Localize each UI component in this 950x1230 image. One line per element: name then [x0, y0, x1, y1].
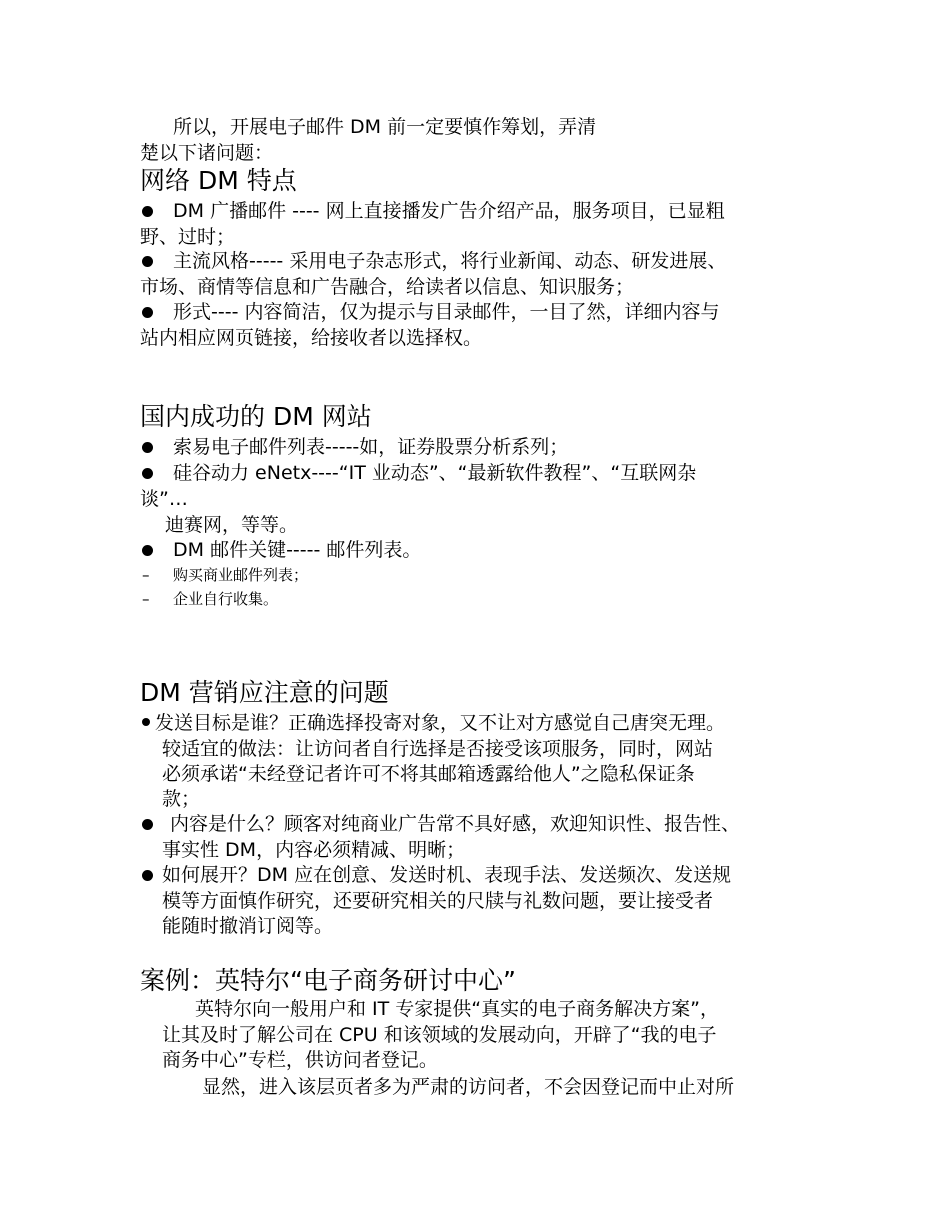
- s1-bullet-1-line-1: DM 广播邮件 ---- 网上直接播发广告介绍产品，服务项目，已显粗: [173, 200, 725, 222]
- s4-paragraph-1-line-3: 商务中心”专栏，供访问者登记。: [162, 1049, 438, 1071]
- bullet-icon: [142, 819, 153, 830]
- s3-bullet-2-line-2: 事实性 DM，内容必须精减、明晰；: [162, 839, 466, 861]
- s3-bullet-1-line-4: 款；: [162, 788, 201, 810]
- s2-bullet-1: 索易电子邮件列表-----如，证券股票分析系列；: [173, 436, 569, 458]
- s2-sub-item-2: 企业自行收集。: [173, 590, 279, 608]
- bullet-icon: [142, 468, 153, 479]
- s2-bullet-3: DM 邮件关键----- 邮件列表。: [173, 539, 422, 561]
- s4-paragraph-2-line-1: 显然，进入该层页者多为严肃的访问者，不会因登记而中止对所: [202, 1076, 735, 1098]
- section-heading-domestic-dm-sites: 国内成功的 DM 网站: [140, 402, 372, 431]
- bullet-icon: [142, 206, 153, 217]
- s3-bullet-1-line-1: 发送目标是谁？正确选择投寄对象，又不让对方感觉自己唐突无理。: [155, 712, 726, 734]
- bullet-icon: [142, 256, 153, 267]
- bullet-icon: [142, 870, 153, 881]
- s1-bullet-2-line-1: 主流风格----- 采用电子杂志形式，将行业新闻、动态、研发进展、: [173, 250, 727, 272]
- intro-line-1: 所以，开展电子邮件 DM 前一定要慎作筹划，弄清: [173, 116, 597, 138]
- section-heading-dm-features: 网络 DM 特点: [140, 166, 297, 195]
- s3-bullet-3-line-3: 能随时撤消订阅等。: [162, 915, 334, 937]
- s2-bullet-2-line-3: 迪赛网，等等。: [165, 514, 299, 536]
- s1-bullet-2-line-2: 市场、商情等信息和广告融合，给读者以信息、知识服务；: [140, 276, 635, 298]
- s1-bullet-3-line-2: 站内相应网页链接，给接收者以选择权。: [140, 327, 483, 349]
- s4-paragraph-1-line-1: 英特尔向一般用户和 IT 专家提供“真实的电子商务解决方案”，: [195, 998, 719, 1020]
- dash-icon: –: [142, 566, 150, 584]
- intro-line-2: 楚以下诸问题：: [140, 142, 274, 164]
- section-heading-intel-case: 案例：英特尔“电子商务研讨中心”: [140, 966, 516, 995]
- s3-bullet-3-line-2: 模等方面慎作研究，还要研究相关的尺牍与礼数问题，要让接受者: [162, 890, 714, 912]
- bullet-icon: [142, 307, 153, 318]
- s1-bullet-3-line-1: 形式---- 内容简洁，仅为提示与目录邮件，一目了然，详细内容与: [173, 301, 720, 323]
- section-heading-dm-marketing-issues: DM 营销应注意的问题: [140, 678, 389, 707]
- s3-bullet-2-line-1: 内容是什么？顾客对纯商业广告常不具好感，欢迎知识性、报告性、: [170, 813, 741, 835]
- bullet-icon: [142, 442, 153, 453]
- s2-bullet-2-line-2: 谈”…: [140, 488, 188, 510]
- s3-bullet-1-line-3: 必须承诺“未经登记者许可不将其邮箱透露给他人”之隐私保证条: [162, 763, 695, 785]
- dash-icon: –: [142, 590, 150, 608]
- s3-bullet-3-line-1: 如何展开？DM 应在创意、发送时机、表现手法、发送频次、发送规: [162, 864, 732, 886]
- s3-bullet-1-line-2: 较适宜的做法：让访问者自行选择是否接受该项服务，同时，网站: [162, 738, 714, 760]
- s1-bullet-1-line-2: 野、过时；: [140, 226, 236, 248]
- bullet-icon: [142, 718, 150, 726]
- s2-sub-item-1: 购买商业邮件列表；: [173, 566, 309, 584]
- s4-paragraph-1-line-2: 让其及时了解公司在 CPU 和该领域的发展动向，开辟了“我的电子: [162, 1024, 717, 1046]
- s2-bullet-2-line-1: 硅谷动力 eNetx----“IT 业动态”、“最新软件教程”、“互联网杂: [173, 462, 697, 484]
- bullet-icon: [142, 545, 153, 556]
